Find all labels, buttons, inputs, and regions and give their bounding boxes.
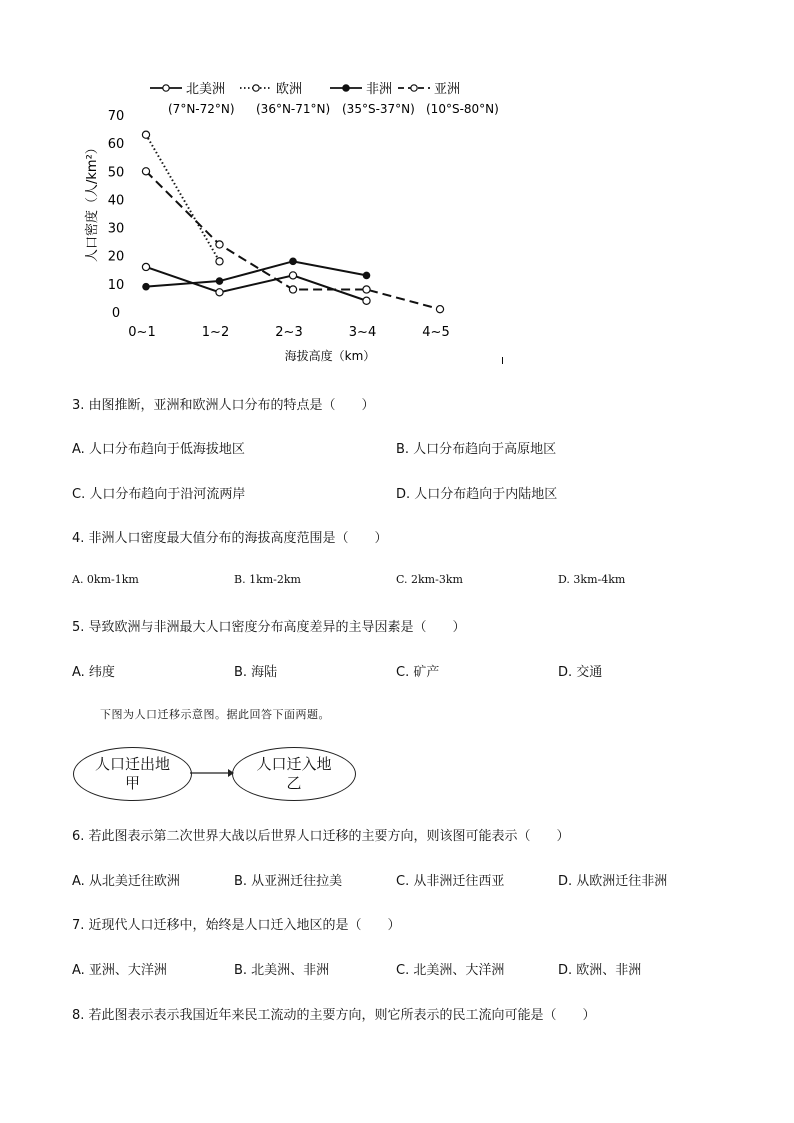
q3-option-a: A. 人口分布趋向于低海拔地区 bbox=[72, 442, 245, 457]
q6-option-c: C. 从非洲迁往西亚 bbox=[396, 874, 505, 889]
x-axis-label: 海拔高度（km） bbox=[284, 349, 376, 363]
legend-range: (10°S-80°N) bbox=[426, 102, 499, 116]
data-point bbox=[216, 258, 223, 265]
legend-swatch-marker bbox=[343, 85, 349, 91]
legend-range: (7°N-72°N) bbox=[168, 102, 235, 116]
legend-label: 非洲 bbox=[366, 82, 393, 97]
series-1 bbox=[142, 131, 223, 265]
emigration-area-label: 人口迁出地 bbox=[94, 755, 170, 773]
data-point bbox=[142, 168, 149, 175]
legend-item-1 bbox=[240, 82, 330, 116]
population-density-chart bbox=[0, 0, 794, 380]
data-point bbox=[363, 286, 370, 293]
question-5: 5. 导致欧洲与非洲最大人口密度分布高度差异的主导因素是（ ） bbox=[72, 620, 466, 635]
y-tick-label: 70 bbox=[107, 109, 125, 124]
q4-option-b: B. 1km-2km bbox=[234, 573, 301, 586]
q7-option-a: A. 亚洲、大洋洲 bbox=[72, 963, 167, 978]
q5-option-b: B. 海陆 bbox=[234, 665, 278, 680]
q3-option-b: B. 人口分布趋向于高原地区 bbox=[396, 442, 557, 457]
y-tick-label: 60 bbox=[107, 137, 125, 153]
question-3: 3. 由图推断，亚洲和欧洲人口分布的特点是（ ） bbox=[72, 398, 375, 413]
y-tick-label: 20 bbox=[107, 249, 125, 265]
x-tick-label: 0~1 bbox=[128, 325, 156, 340]
x-tick-label: 2~3 bbox=[275, 325, 303, 340]
data-point bbox=[142, 131, 149, 138]
series-2 bbox=[143, 258, 370, 290]
immigration-area-ellipse bbox=[232, 747, 356, 801]
y-tick-label: 50 bbox=[107, 165, 125, 181]
data-point bbox=[142, 263, 149, 270]
y-tick-label: 10 bbox=[107, 277, 125, 293]
legend-item-0 bbox=[150, 82, 235, 116]
stray-mark: I bbox=[501, 356, 504, 367]
q7-option-d: D. 欧洲、非洲 bbox=[558, 963, 642, 978]
legend-swatch-marker bbox=[163, 85, 169, 91]
chart-legend bbox=[150, 81, 499, 116]
x-tick-label: 4~5 bbox=[422, 325, 450, 340]
q5-option-a: A. 纬度 bbox=[72, 665, 115, 680]
data-point bbox=[436, 306, 443, 313]
q4-option-a: A. 0km-1km bbox=[72, 573, 139, 586]
y-tick-label: 30 bbox=[107, 221, 125, 237]
q4-option-d: D. 3km-4km bbox=[558, 573, 626, 586]
q4-option-c: C. 2km-3km bbox=[396, 573, 463, 586]
y-axis-ticks bbox=[108, 109, 125, 321]
migration-arrow bbox=[190, 766, 234, 780]
q6-option-b: B. 从亚洲迁往拉美 bbox=[234, 874, 343, 889]
legend-label: 北美洲 bbox=[186, 82, 226, 97]
emigration-area-ellipse bbox=[73, 747, 192, 801]
data-point bbox=[216, 241, 223, 248]
legend-range: (36°N-71°N) bbox=[256, 102, 331, 116]
q5-option-c: C. 矿产 bbox=[396, 665, 440, 680]
x-axis-ticks bbox=[128, 325, 449, 340]
q3-option-d: D. 人口分布趋向于内陆地区 bbox=[396, 487, 558, 502]
question-6: 6. 若此图表示第二次世界大战以后世界人口迁移的主要方向，则该图可能表示（ ） bbox=[72, 829, 570, 844]
legend-swatch-marker bbox=[411, 85, 417, 91]
y-tick-label: 40 bbox=[107, 193, 125, 209]
question-7: 7. 近现代人口迁移中，始终是人口迁入地区的是（ ） bbox=[72, 918, 401, 933]
migration-intro: 下图为人口迁移示意图。据此回答下面两题。 bbox=[100, 708, 330, 721]
question-4: 4. 非洲人口密度最大值分布的海拔高度范围是（ ） bbox=[72, 531, 388, 546]
q6-option-d: D. 从欧洲迁往非洲 bbox=[558, 874, 668, 889]
x-tick-label: 3~4 bbox=[348, 325, 377, 340]
q7-option-c: C. 北美洲、大洋洲 bbox=[396, 963, 505, 978]
data-point bbox=[289, 272, 296, 279]
legend-swatch-marker bbox=[253, 85, 259, 91]
data-point bbox=[216, 289, 223, 296]
data-point bbox=[290, 258, 296, 264]
legend-item-2 bbox=[330, 81, 415, 116]
series-line bbox=[146, 135, 220, 262]
immigration-area-label: 人口迁入地 bbox=[256, 755, 332, 773]
q5-option-d: D. 交通 bbox=[558, 665, 603, 680]
chart-series bbox=[142, 131, 443, 313]
series-3 bbox=[142, 168, 443, 313]
legend-label: 欧洲 bbox=[276, 82, 303, 97]
q7-option-b: B. 北美洲、非洲 bbox=[234, 963, 330, 978]
data-point bbox=[363, 297, 370, 304]
x-tick-label: 1~2 bbox=[201, 325, 230, 340]
q6-option-a: A. 从北美迁往欧洲 bbox=[72, 874, 180, 889]
y-axis-label: 人口密度（人/km²） bbox=[85, 141, 100, 262]
emigration-area-code: 甲 bbox=[124, 774, 140, 792]
question-8: 8. 若此图表示表示我国近年来民工流动的主要方向，则它所表示的民工流向可能是（ ） bbox=[72, 1008, 596, 1023]
legend-range: (35°S-37°N) bbox=[342, 102, 415, 116]
immigration-area-code: 乙 bbox=[286, 774, 302, 792]
data-point bbox=[143, 283, 149, 289]
data-point bbox=[363, 272, 369, 278]
y-tick-label: 0 bbox=[111, 306, 121, 321]
data-point bbox=[289, 286, 296, 293]
q3-option-c: C. 人口分布趋向于沿河流两岸 bbox=[72, 487, 246, 502]
data-point bbox=[216, 278, 222, 284]
legend-label: 亚洲 bbox=[434, 82, 461, 97]
